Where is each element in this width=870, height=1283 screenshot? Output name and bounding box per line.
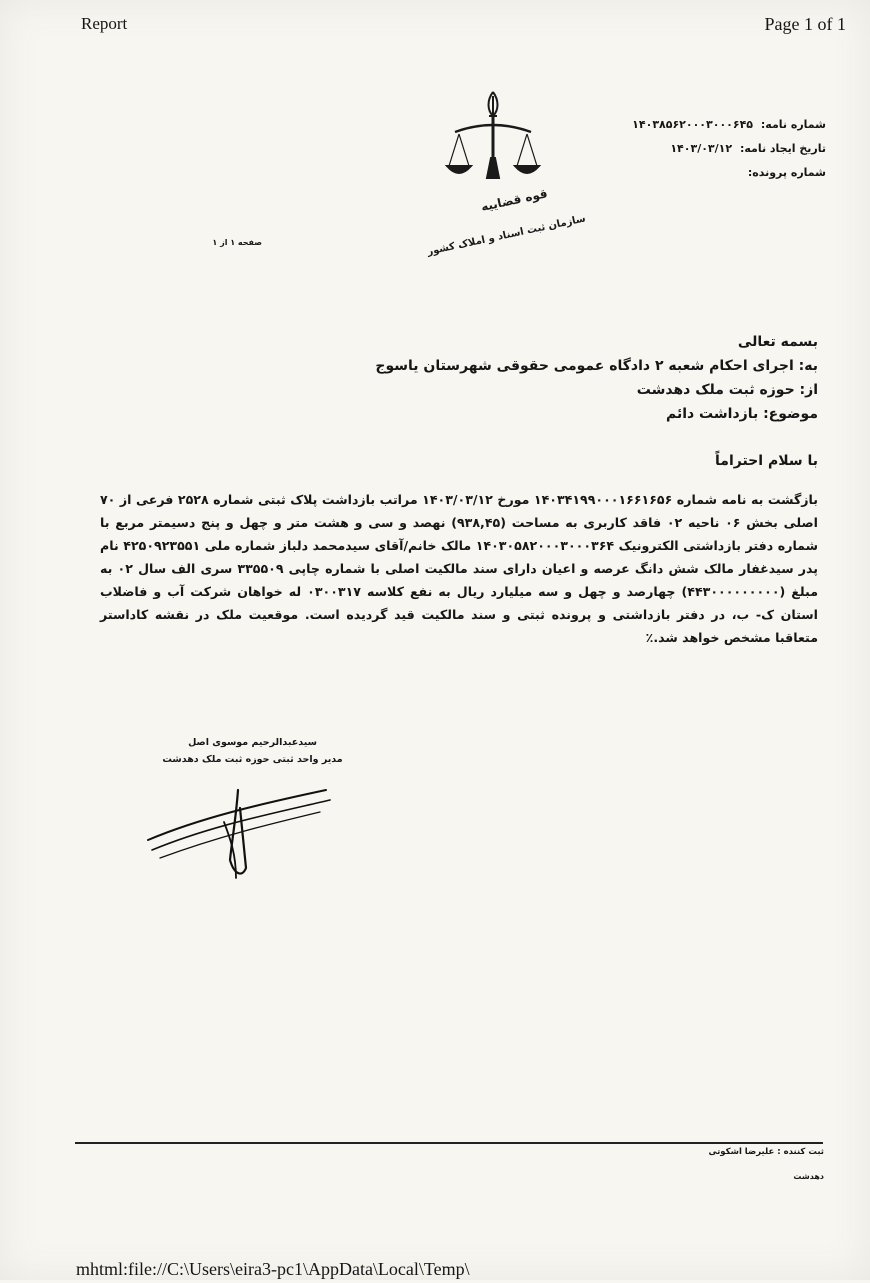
sender-line: از: حوزه ثبت ملک دهدشت bbox=[636, 382, 818, 398]
letter-number-row bbox=[566, 113, 826, 137]
footer-file-path: mhtml:file://C:\Users\eira3-pc1\AppData\Local\Temp\ bbox=[76, 1259, 470, 1279]
letter-addressing bbox=[218, 330, 818, 426]
judiciary-emblem bbox=[426, 88, 587, 258]
letter-body: بازگشت به نامه شماره ۱۴۰۳۴۱۹۹۰۰۰۱۶۶۱۶۵۶ مورخ ۱۴۰۳/۰۳/۱۲ مراتب بازداشت پلاک ثبتی شماره ۲۵۲۸ فرعی از ۷۰ اصلی بخش ۰۶ ناحیه ۰۲ فاقد کاربری به مساحت (۹۳۸,۴۵) نهصد و سی و هشت متر و چهل و پنج دسیمتر مربع با شماره دفتر بازداشتی الکترونیک ۱۴۰۳۰۵۸۲۰۰۰۳۰۰۰۳۶۴ مالک خانم/آقای سیدمحمد دلباز شماره ملی ۴۲۵۰۹۲۳۵۵۱ نام پدر سیدغفار مالک شش دانگ عرصه و اعیان دارای سند مالکیت اصلی با شماره چاپی ۳۳۵۵۰۹ سری الف سال ۰۲ به مبلغ (۴۴۳۰۰۰۰۰۰۰۰۰) چهارصد و چهل و سه میلیارد ریال به نفع کلاسه ۰۳۰۰۳۱۷ له خواهان شرکت آب و فاضلاب استان ک- ب، در دفتر بازداشتی و پرونده ثبتی و سند مالکیت قید گردیده است. موقعیت ملک در نقشه کاداستر متعاقبا مشخص خواهد شد.٪ bbox=[100, 492, 819, 645]
letter-number-label: شماره نامه: bbox=[760, 118, 826, 131]
opening-invocation: بسمه تعالی bbox=[737, 334, 818, 350]
page-indicator: Page 1 of 1 bbox=[764, 14, 846, 34]
file-number-row bbox=[566, 161, 826, 185]
letter-date-value: ۱۴۰۳/۰۳/۱۲ bbox=[670, 142, 733, 155]
signatory-block bbox=[150, 734, 355, 768]
emblem-judiciary-text: قوه قضاییه bbox=[479, 186, 549, 214]
scales-icon bbox=[447, 92, 539, 178]
letter-date-label: تاریخ ایجاد نامه: bbox=[739, 142, 826, 155]
page-counter: صفحه ۱ از ۱ bbox=[212, 238, 262, 247]
report-label: Report bbox=[81, 14, 128, 33]
letter-date-row bbox=[566, 137, 826, 161]
subject-line: موضوع: بازداشت دائم bbox=[665, 406, 818, 422]
footer-divider bbox=[75, 1142, 823, 1144]
emblem-organization-text: سازمان ثبت اسناد و املاک کشور bbox=[426, 213, 587, 258]
city-label: دهدشت bbox=[793, 1172, 824, 1181]
recipient-line: به: اجرای احکام شعبه ۲ دادگاه عمومی حقوقی شهرستان یاسوج bbox=[375, 358, 818, 374]
greeting: با سلام احتراماً bbox=[715, 453, 818, 469]
signatory-title: مدیر واحد ثبتی حوزه ثبت ملک دهدشت bbox=[162, 754, 343, 765]
letter-number-value: ۱۴۰۳۸۵۶۲۰۰۰۳۰۰۰۶۴۵ bbox=[632, 118, 754, 131]
registrar-label: ثبت کننده : علیرضا اشکوتی bbox=[708, 1147, 824, 1157]
signatory-name: سیدعبدالرحیم موسوی اصل bbox=[188, 737, 317, 748]
file-number-label: شماره پرونده: bbox=[747, 166, 826, 179]
handwritten-signature bbox=[140, 778, 340, 888]
letter-info bbox=[566, 113, 826, 185]
